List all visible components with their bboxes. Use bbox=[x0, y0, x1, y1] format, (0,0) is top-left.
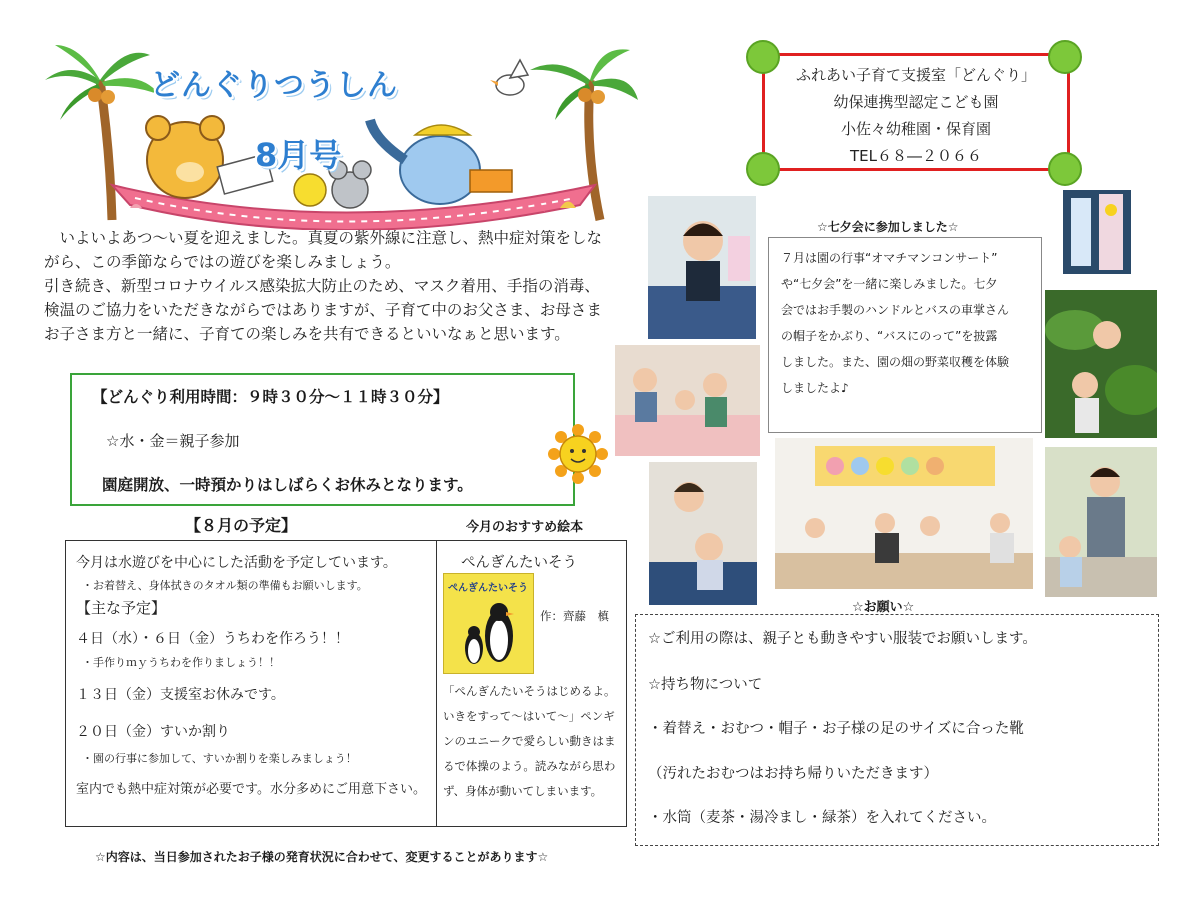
schedule-note: ・手作りｍｙうちわを作りましょう！！ bbox=[82, 656, 280, 669]
sun-flower-icon bbox=[548, 424, 608, 484]
tanabata-box bbox=[768, 237, 1042, 433]
book-cover-title: ぺんぎんたいそう bbox=[448, 583, 528, 594]
request-box bbox=[635, 614, 1159, 846]
green-dot-decoration bbox=[746, 40, 780, 74]
book-description-line: ンのユニークで愛らしい動きはま bbox=[443, 734, 616, 748]
tanabata-heading: ☆七夕会に参加しました☆ bbox=[817, 220, 959, 234]
book-author: 作：齊藤 槙 bbox=[540, 609, 609, 623]
schedule-line: ２０日（金）すいか割り bbox=[76, 724, 230, 740]
photo-vegetable-harvest bbox=[1045, 290, 1157, 438]
book-heading: 今月のおすすめ絵本 bbox=[466, 520, 584, 535]
facility-info-box bbox=[762, 53, 1070, 171]
intro-line: がら、この季節ならではの遊びを楽しみましょう。 bbox=[44, 253, 401, 271]
green-dot-decoration bbox=[746, 152, 780, 186]
photo-tanabata-event bbox=[775, 438, 1033, 589]
hours-title: 【どんぐり利用時間：９時３０分～１１時３０分】 bbox=[92, 388, 449, 406]
schedule-line: 室内でも熱中症対策が必要です。水分多めにご用意下さい。 bbox=[76, 782, 426, 797]
tanabata-line: や“七夕会”を一緒に楽しみました。七夕 bbox=[781, 277, 998, 291]
photo-child-painting bbox=[648, 196, 756, 339]
issue-label: 8月号 bbox=[255, 136, 342, 174]
tanabata-line: しました。また、園の畑の野菜収穫を体験 bbox=[781, 355, 1010, 369]
facility-phone: TEL６８―２０６６ bbox=[850, 147, 982, 165]
intro-line: 検温のご協力をいただきながらではありますが、子育て中のお父さま、お母さま bbox=[44, 301, 602, 319]
tanabata-line: の帽子をかぶり、“バスにのって”を披露 bbox=[781, 329, 998, 343]
green-dot-decoration bbox=[1048, 152, 1082, 186]
tanabata-text bbox=[781, 245, 1037, 401]
tanabata-line: しましたよ♪ bbox=[781, 381, 849, 395]
request-line: ・水筒（麦茶・湯冷まし・緑茶）を入れてください。 bbox=[648, 810, 996, 826]
bear-illustration bbox=[146, 116, 273, 198]
book-description-line: るで体操のよう。読みながら思わ bbox=[443, 759, 616, 773]
facility-type: 幼保連携型認定こども園 bbox=[833, 93, 999, 111]
tanabata-line: 会ではお手製のハンドルとバスの車掌さん bbox=[781, 303, 1010, 317]
hours-notice: 園庭開放、一時預かりはしばらくお休みとなります。 bbox=[102, 476, 473, 494]
photo-child-drawing bbox=[649, 462, 757, 605]
newsletter-title: どんぐりつうしん bbox=[150, 68, 398, 103]
schedule-line: ４日（水）・６日（金）うちわを作ろう！！ bbox=[76, 631, 349, 647]
tanabata-line: ７月は園の行事“オマチマンコンサート” bbox=[781, 251, 998, 265]
book-description-line: ず、身体が動いてしまいます。 bbox=[443, 784, 603, 798]
elephant-illustration bbox=[370, 120, 512, 204]
schedule-line: 今月は水遊びを中心にした活動を予定しています。 bbox=[76, 555, 397, 571]
intro-line: いよいよあつ～い夏を迎えました。真夏の紫外線に注意し、熱中症対策をしな bbox=[44, 229, 603, 247]
book-cover-image bbox=[443, 573, 534, 674]
photo-group-crafts bbox=[615, 345, 760, 456]
hours-days: ☆水・金＝親子参加 bbox=[106, 432, 240, 450]
facility-school: 小佐々幼稚園・保育園 bbox=[840, 120, 991, 138]
request-line: ☆ご利用の際は、親子とも動きやすい服装でお願いします。 bbox=[648, 631, 1037, 647]
request-line: ☆持ち物について bbox=[648, 677, 763, 693]
hours-box bbox=[70, 373, 575, 506]
schedule-line: １３日（金）支援室お休みです。 bbox=[76, 687, 285, 703]
request-heading: ☆お願い☆ bbox=[852, 600, 915, 615]
august-schedule-box bbox=[65, 540, 437, 827]
schedule-note: ・園の行事に参加して、すいか割りを楽しみましょう！ bbox=[82, 752, 357, 765]
facility-name: ふれあい子育て支援室「どんぐり」 bbox=[795, 66, 1036, 84]
schedule-subheading: 【主な予定】 bbox=[76, 599, 167, 617]
intro-paragraph bbox=[44, 226, 620, 346]
august-heading: 【８月の予定】 bbox=[185, 516, 298, 535]
bird-icon bbox=[490, 60, 528, 95]
photo-tanabata-decoration bbox=[1063, 190, 1131, 274]
green-dot-decoration bbox=[1048, 40, 1082, 74]
book-description-line: いきをすって～はいて～」ペンギ bbox=[443, 709, 615, 723]
request-line: （汚れたおむつはお持ち帰りいただきます） bbox=[648, 766, 938, 782]
intro-line: 引き続き、新型コロナウイルス感染拡大防止のため、マスク着用、手指の消毒、 bbox=[44, 277, 600, 295]
intro-line: お子さま方と一緒に、子育ての楽しみを共有できるといいなぁと思います。 bbox=[44, 325, 570, 343]
footer-note: ☆内容は、当日参加されたお子様の発育状況に合わせて、変更することがあります☆ bbox=[95, 850, 549, 864]
request-line: ・着替え・おむつ・帽子・お子様の足のサイズに合った靴 bbox=[648, 721, 1024, 737]
schedule-note: ・お着替え、身体拭きのタオル類の準備もお願いします。 bbox=[82, 579, 368, 592]
book-description bbox=[443, 679, 625, 804]
book-title: ぺんぎんたいそう bbox=[461, 555, 577, 571]
book-recommendation-box bbox=[436, 540, 627, 827]
book-description-line: 「ぺんぎんたいそうはじめるよ。 bbox=[443, 684, 616, 698]
photo-parent-and-child bbox=[1045, 447, 1157, 597]
